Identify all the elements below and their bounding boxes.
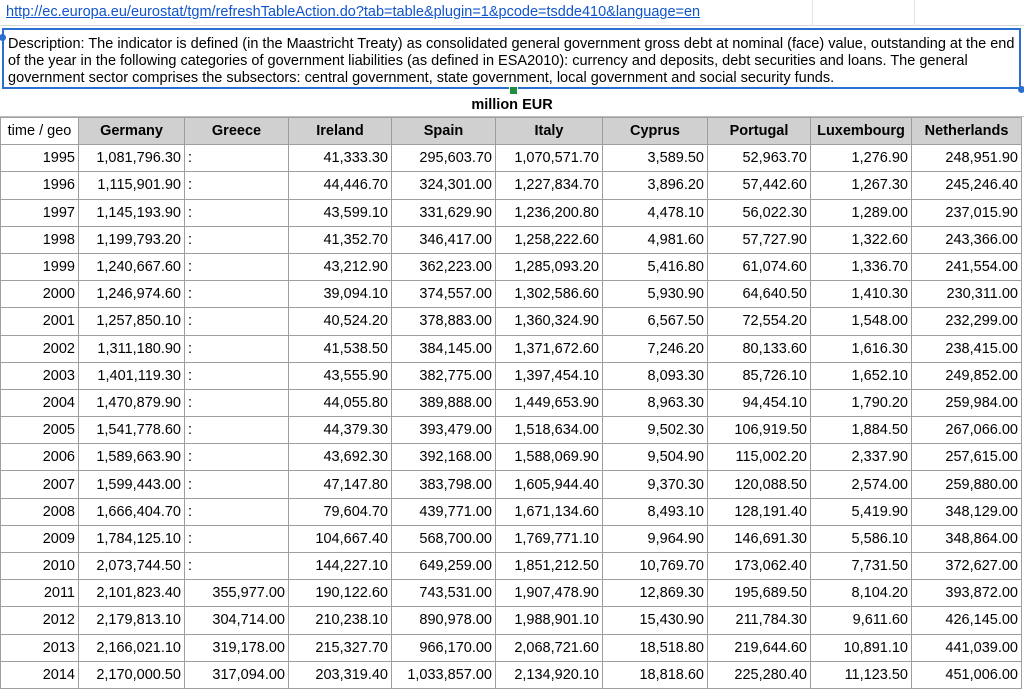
- value-cell[interactable]: 64,640.50: [708, 281, 811, 308]
- value-cell[interactable]: 225,280.40: [708, 661, 811, 688]
- value-cell[interactable]: 44,446.70: [289, 172, 392, 199]
- table-body: [1, 145, 1022, 689]
- value-cell[interactable]: 9,370.30: [603, 471, 708, 498]
- value-cell[interactable]: 1,240,667.60: [79, 253, 185, 280]
- value-cell[interactable]: 1,884.50: [811, 417, 912, 444]
- value-cell[interactable]: :: [185, 471, 289, 498]
- value-cell[interactable]: 2,073,744.50: [79, 553, 185, 580]
- value-cell[interactable]: 1,289.00: [811, 199, 912, 226]
- table-row: [1, 634, 1022, 661]
- value-cell[interactable]: 1,236,200.80: [496, 199, 603, 226]
- value-cell[interactable]: 5,930.90: [603, 281, 708, 308]
- value-cell[interactable]: 8,963.30: [603, 389, 708, 416]
- value-cell[interactable]: 1,199,793.20: [79, 226, 185, 253]
- value-cell[interactable]: 8,093.30: [603, 362, 708, 389]
- value-cell[interactable]: 362,223.00: [392, 253, 496, 280]
- value-cell[interactable]: 2,337.90: [811, 444, 912, 471]
- year-cell[interactable]: 2002: [1, 335, 79, 362]
- value-cell[interactable]: 43,599.10: [289, 199, 392, 226]
- value-cell[interactable]: 47,147.80: [289, 471, 392, 498]
- year-cell[interactable]: 2005: [1, 417, 79, 444]
- value-cell[interactable]: 426,145.00: [912, 607, 1022, 634]
- table-row: [1, 281, 1022, 308]
- value-cell[interactable]: 41,352.70: [289, 226, 392, 253]
- value-cell[interactable]: 39,094.10: [289, 281, 392, 308]
- description-text: Description: The indicator is defined (in the Maastricht Treaty) as consolidated general government gross debt at nominal (face) value, outstanding at the end of the year in the following categories of government liabilities (as defined in ESA2010): currency and deposits, debt securities and loans. The general government sector comprises the subsectors: central government, state government, local government and social security funds.: [8, 36, 1015, 86]
- value-cell[interactable]: 5,586.10: [811, 525, 912, 552]
- value-cell[interactable]: :: [185, 253, 289, 280]
- value-cell[interactable]: 259,984.00: [912, 389, 1022, 416]
- value-cell[interactable]: 743,531.00: [392, 580, 496, 607]
- value-cell[interactable]: 190,122.60: [289, 580, 392, 607]
- year-cell[interactable]: 1996: [1, 172, 79, 199]
- value-cell[interactable]: 3,896.20: [603, 172, 708, 199]
- table-row: [1, 607, 1022, 634]
- value-cell[interactable]: 1,410.30: [811, 281, 912, 308]
- value-cell[interactable]: :: [185, 308, 289, 335]
- value-cell[interactable]: 144,227.10: [289, 553, 392, 580]
- value-cell[interactable]: 1,589,663.90: [79, 444, 185, 471]
- value-cell[interactable]: 1,267.30: [811, 172, 912, 199]
- value-cell[interactable]: 44,379.30: [289, 417, 392, 444]
- year-cell[interactable]: 2007: [1, 471, 79, 498]
- value-cell[interactable]: 331,629.90: [392, 199, 496, 226]
- value-cell[interactable]: 41,333.30: [289, 145, 392, 172]
- value-cell[interactable]: 1,115,901.90: [79, 172, 185, 199]
- year-cell[interactable]: 1997: [1, 199, 79, 226]
- year-cell[interactable]: 2000: [1, 281, 79, 308]
- header-row: [1, 118, 1022, 145]
- value-cell[interactable]: 43,212.90: [289, 253, 392, 280]
- table-row: [1, 226, 1022, 253]
- value-cell[interactable]: 9,504.90: [603, 444, 708, 471]
- value-cell[interactable]: 1,548.00: [811, 308, 912, 335]
- table-row: [1, 308, 1022, 335]
- value-cell[interactable]: 40,524.20: [289, 308, 392, 335]
- year-cell[interactable]: 2014: [1, 661, 79, 688]
- value-cell[interactable]: 1,311,180.90: [79, 335, 185, 362]
- value-cell[interactable]: 52,963.70: [708, 145, 811, 172]
- value-cell[interactable]: 649,259.00: [392, 553, 496, 580]
- value-cell[interactable]: 384,145.00: [392, 335, 496, 362]
- table-row: [1, 580, 1022, 607]
- value-cell[interactable]: 890,978.00: [392, 607, 496, 634]
- corner-label[interactable]: time / geo: [1, 118, 79, 145]
- value-cell[interactable]: :: [185, 145, 289, 172]
- year-cell[interactable]: 2008: [1, 498, 79, 525]
- table-row: [1, 498, 1022, 525]
- col-header-ireland[interactable]: Ireland: [289, 118, 392, 145]
- table-row: [1, 172, 1022, 199]
- value-cell[interactable]: 966,170.00: [392, 634, 496, 661]
- value-cell[interactable]: 378,883.00: [392, 308, 496, 335]
- table-row: [1, 553, 1022, 580]
- unit-row: [0, 93, 1024, 117]
- value-cell[interactable]: 346,417.00: [392, 226, 496, 253]
- value-cell[interactable]: 15,430.90: [603, 607, 708, 634]
- value-cell[interactable]: :: [185, 335, 289, 362]
- value-cell[interactable]: 441,039.00: [912, 634, 1022, 661]
- debt-table: [0, 117, 1022, 689]
- value-cell[interactable]: 120,088.50: [708, 471, 811, 498]
- value-cell[interactable]: 393,872.00: [912, 580, 1022, 607]
- value-cell[interactable]: 1,907,478.90: [496, 580, 603, 607]
- value-cell[interactable]: 219,644.60: [708, 634, 811, 661]
- value-cell[interactable]: :: [185, 389, 289, 416]
- table-row: [1, 335, 1022, 362]
- value-cell[interactable]: 232,299.00: [912, 308, 1022, 335]
- value-cell[interactable]: 348,864.00: [912, 525, 1022, 552]
- value-cell[interactable]: :: [185, 498, 289, 525]
- value-cell[interactable]: :: [185, 199, 289, 226]
- value-cell[interactable]: 1,988,901.10: [496, 607, 603, 634]
- value-cell[interactable]: 94,454.10: [708, 389, 811, 416]
- value-cell[interactable]: 56,022.30: [708, 199, 811, 226]
- value-cell[interactable]: 372,627.00: [912, 553, 1022, 580]
- grid-line: [914, 0, 915, 26]
- value-cell[interactable]: 1,652.10: [811, 362, 912, 389]
- value-cell[interactable]: 374,557.00: [392, 281, 496, 308]
- col-header-italy[interactable]: Italy: [496, 118, 603, 145]
- value-cell[interactable]: 439,771.00: [392, 498, 496, 525]
- value-cell[interactable]: 1,081,796.30: [79, 145, 185, 172]
- value-cell[interactable]: 2,134,920.10: [496, 661, 603, 688]
- value-cell[interactable]: 10,891.10: [811, 634, 912, 661]
- value-cell[interactable]: 1,302,586.60: [496, 281, 603, 308]
- value-cell[interactable]: 451,006.00: [912, 661, 1022, 688]
- value-cell[interactable]: 44,055.80: [289, 389, 392, 416]
- value-cell[interactable]: 1,246,974.60: [79, 281, 185, 308]
- value-cell[interactable]: 295,603.70: [392, 145, 496, 172]
- value-cell[interactable]: 1,851,212.50: [496, 553, 603, 580]
- value-cell[interactable]: 80,133.60: [708, 335, 811, 362]
- value-cell[interactable]: :: [185, 525, 289, 552]
- table-row: [1, 199, 1022, 226]
- col-header-greece[interactable]: Greece: [185, 118, 289, 145]
- year-cell[interactable]: 2012: [1, 607, 79, 634]
- value-cell[interactable]: 1,401,119.30: [79, 362, 185, 389]
- value-cell[interactable]: 383,798.00: [392, 471, 496, 498]
- value-cell[interactable]: 57,442.60: [708, 172, 811, 199]
- value-cell[interactable]: 348,129.00: [912, 498, 1022, 525]
- table-row: [1, 417, 1022, 444]
- value-cell[interactable]: 1,360,324.90: [496, 308, 603, 335]
- value-cell[interactable]: 18,518.80: [603, 634, 708, 661]
- table-row: [1, 525, 1022, 552]
- value-cell[interactable]: :: [185, 553, 289, 580]
- col-header-netherlands[interactable]: Netherlands: [912, 118, 1022, 145]
- value-cell[interactable]: 210,238.10: [289, 607, 392, 634]
- value-cell[interactable]: 1,588,069.90: [496, 444, 603, 471]
- value-cell[interactable]: 1,322.60: [811, 226, 912, 253]
- value-cell[interactable]: 1,371,672.60: [496, 335, 603, 362]
- table-row: [1, 444, 1022, 471]
- value-cell[interactable]: 304,714.00: [185, 607, 289, 634]
- value-cell[interactable]: 4,981.60: [603, 226, 708, 253]
- value-cell[interactable]: 1,541,778.60: [79, 417, 185, 444]
- source-url-link[interactable]: http://ec.europa.eu/eurostat/tgm/refreshTableAction.do?tab=table&plugin=1&pcode=tsdde410&language=en: [6, 4, 701, 20]
- value-cell[interactable]: 5,416.80: [603, 253, 708, 280]
- year-cell[interactable]: 2009: [1, 525, 79, 552]
- url-row: [0, 0, 1024, 26]
- value-cell[interactable]: 245,246.40: [912, 172, 1022, 199]
- value-cell[interactable]: 389,888.00: [392, 389, 496, 416]
- table-row: [1, 362, 1022, 389]
- value-cell[interactable]: 4,478.10: [603, 199, 708, 226]
- value-cell[interactable]: 18,818.60: [603, 661, 708, 688]
- selection-handle-right[interactable]: [1018, 86, 1024, 93]
- value-cell[interactable]: 43,692.30: [289, 444, 392, 471]
- value-cell[interactable]: 3,589.50: [603, 145, 708, 172]
- value-cell[interactable]: 7,246.20: [603, 335, 708, 362]
- value-cell[interactable]: 104,667.40: [289, 525, 392, 552]
- value-cell[interactable]: 2,179,813.10: [79, 607, 185, 634]
- value-cell[interactable]: 257,615.00: [912, 444, 1022, 471]
- value-cell[interactable]: 1,518,634.00: [496, 417, 603, 444]
- year-cell[interactable]: 2010: [1, 553, 79, 580]
- value-cell[interactable]: 79,604.70: [289, 498, 392, 525]
- value-cell[interactable]: 1,070,571.70: [496, 145, 603, 172]
- value-cell[interactable]: 238,415.00: [912, 335, 1022, 362]
- value-cell[interactable]: 1,470,879.90: [79, 389, 185, 416]
- value-cell[interactable]: 259,880.00: [912, 471, 1022, 498]
- value-cell[interactable]: 1,605,944.40: [496, 471, 603, 498]
- value-cell[interactable]: 1,671,134.60: [496, 498, 603, 525]
- value-cell[interactable]: :: [185, 172, 289, 199]
- value-cell[interactable]: 215,327.70: [289, 634, 392, 661]
- value-cell[interactable]: 12,869.30: [603, 580, 708, 607]
- value-cell[interactable]: 317,094.00: [185, 661, 289, 688]
- value-cell[interactable]: 10,769.70: [603, 553, 708, 580]
- value-cell[interactable]: 248,951.90: [912, 145, 1022, 172]
- value-cell[interactable]: 1,145,193.90: [79, 199, 185, 226]
- value-cell[interactable]: 2,068,721.60: [496, 634, 603, 661]
- value-cell[interactable]: 1,257,850.10: [79, 308, 185, 335]
- value-cell[interactable]: 1,790.20: [811, 389, 912, 416]
- value-cell[interactable]: 1,616.30: [811, 335, 912, 362]
- col-header-cyprus[interactable]: Cyprus: [603, 118, 708, 145]
- year-cell[interactable]: 1999: [1, 253, 79, 280]
- value-cell[interactable]: 8,493.10: [603, 498, 708, 525]
- value-cell[interactable]: 1,336.70: [811, 253, 912, 280]
- value-cell[interactable]: 7,731.50: [811, 553, 912, 580]
- value-cell[interactable]: 319,178.00: [185, 634, 289, 661]
- value-cell[interactable]: 1,666,404.70: [79, 498, 185, 525]
- value-cell[interactable]: 173,062.40: [708, 553, 811, 580]
- value-cell[interactable]: 382,775.00: [392, 362, 496, 389]
- value-cell[interactable]: 1,599,443.00: [79, 471, 185, 498]
- value-cell[interactable]: 1,784,125.10: [79, 525, 185, 552]
- value-cell[interactable]: 11,123.50: [811, 661, 912, 688]
- year-cell[interactable]: 2001: [1, 308, 79, 335]
- value-cell[interactable]: 128,191.40: [708, 498, 811, 525]
- value-cell[interactable]: 237,015.90: [912, 199, 1022, 226]
- value-cell[interactable]: :: [185, 226, 289, 253]
- table-row: [1, 253, 1022, 280]
- table-row: [1, 661, 1022, 688]
- value-cell[interactable]: 57,727.90: [708, 226, 811, 253]
- value-cell[interactable]: 1,033,857.00: [392, 661, 496, 688]
- year-cell[interactable]: 2011: [1, 580, 79, 607]
- value-cell[interactable]: 230,311.00: [912, 281, 1022, 308]
- value-cell[interactable]: 6,567.50: [603, 308, 708, 335]
- value-cell[interactable]: 1,276.90: [811, 145, 912, 172]
- value-cell[interactable]: 249,852.00: [912, 362, 1022, 389]
- value-cell[interactable]: 8,104.20: [811, 580, 912, 607]
- value-cell[interactable]: 9,964.90: [603, 525, 708, 552]
- value-cell[interactable]: 195,689.50: [708, 580, 811, 607]
- table-row: [1, 145, 1022, 172]
- value-cell[interactable]: 211,784.30: [708, 607, 811, 634]
- value-cell[interactable]: 2,574.00: [811, 471, 912, 498]
- value-cell[interactable]: 1,227,834.70: [496, 172, 603, 199]
- value-cell[interactable]: 2,101,823.40: [79, 580, 185, 607]
- table-row: [1, 389, 1022, 416]
- year-cell[interactable]: 2003: [1, 362, 79, 389]
- value-cell[interactable]: 43,555.90: [289, 362, 392, 389]
- year-cell[interactable]: 2004: [1, 389, 79, 416]
- value-cell[interactable]: 72,554.20: [708, 308, 811, 335]
- value-cell[interactable]: 355,977.00: [185, 580, 289, 607]
- value-cell[interactable]: :: [185, 281, 289, 308]
- value-cell[interactable]: 61,074.60: [708, 253, 811, 280]
- col-header-portugal[interactable]: Portugal: [708, 118, 811, 145]
- grid-line: [812, 0, 813, 26]
- value-cell[interactable]: 9,611.60: [811, 607, 912, 634]
- year-cell[interactable]: 1995: [1, 145, 79, 172]
- value-cell[interactable]: 267,066.00: [912, 417, 1022, 444]
- year-cell[interactable]: 2013: [1, 634, 79, 661]
- value-cell[interactable]: 1,258,222.60: [496, 226, 603, 253]
- description-cell[interactable]: [2, 28, 1021, 89]
- col-header-luxembourg[interactable]: Luxembourg: [811, 118, 912, 145]
- value-cell[interactable]: 568,700.00: [392, 525, 496, 552]
- value-cell[interactable]: 2,170,000.50: [79, 661, 185, 688]
- value-cell[interactable]: 243,366.00: [912, 226, 1022, 253]
- value-cell[interactable]: :: [185, 417, 289, 444]
- value-cell[interactable]: 2,166,021.10: [79, 634, 185, 661]
- value-cell[interactable]: 324,301.00: [392, 172, 496, 199]
- value-cell[interactable]: 1,449,653.90: [496, 389, 603, 416]
- value-cell[interactable]: 146,691.30: [708, 525, 811, 552]
- unit-label: million EUR: [471, 97, 553, 113]
- value-cell[interactable]: 41,538.50: [289, 335, 392, 362]
- value-cell[interactable]: 115,002.20: [708, 444, 811, 471]
- value-cell[interactable]: 393,479.00: [392, 417, 496, 444]
- value-cell[interactable]: 85,726.10: [708, 362, 811, 389]
- value-cell[interactable]: 106,919.50: [708, 417, 811, 444]
- value-cell[interactable]: 1,769,771.10: [496, 525, 603, 552]
- col-header-spain[interactable]: Spain: [392, 118, 496, 145]
- year-cell[interactable]: 2006: [1, 444, 79, 471]
- value-cell[interactable]: :: [185, 362, 289, 389]
- value-cell[interactable]: 1,285,093.20: [496, 253, 603, 280]
- value-cell[interactable]: 203,319.40: [289, 661, 392, 688]
- value-cell[interactable]: :: [185, 444, 289, 471]
- value-cell[interactable]: 1,397,454.10: [496, 362, 603, 389]
- year-cell[interactable]: 1998: [1, 226, 79, 253]
- value-cell[interactable]: 5,419.90: [811, 498, 912, 525]
- value-cell[interactable]: 241,554.00: [912, 253, 1022, 280]
- value-cell[interactable]: 9,502.30: [603, 417, 708, 444]
- value-cell[interactable]: 392,168.00: [392, 444, 496, 471]
- col-header-germany[interactable]: Germany: [79, 118, 185, 145]
- table-row: [1, 471, 1022, 498]
